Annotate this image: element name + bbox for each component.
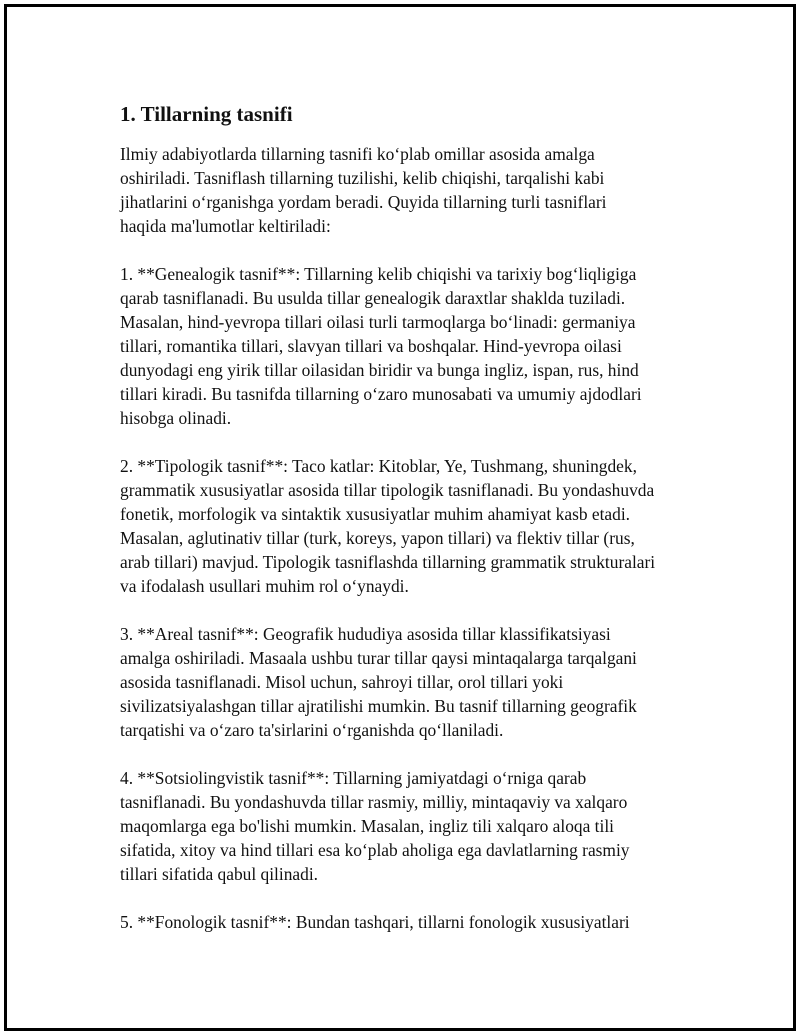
text-line: grammatik xususiyatlar asosida tillar tipologik tasniflanadi. Bu yondashuvda (120, 480, 655, 500)
paragraph-phonological (120, 910, 700, 934)
text-line: 1. **Genealogik tasnif**: Tillarning kelib chiqishi va tarixiy bog‘liqligiga (120, 264, 637, 284)
text-line: qarab tasniflanadi. Bu usulda tillar genealogik daraxtlar shaklda tuziladi. (120, 288, 626, 308)
text-line: 3. **Areal tasnif**: Geografik hududiya asosida tillar klassifikatsiyasi (120, 624, 611, 644)
text-line: tasniflanadi. Bu yondashuvda tillar rasmiy, milliy, mintaqaviy va xalqaro (120, 792, 628, 812)
text-line: amalga oshiriladi. Masaala ushbu turar tillar qaysi mintaqalarga tarqalgani (120, 648, 637, 668)
text-line: Masalan, aglutinativ tillar (turk, koreys, yapon tillari) va flektiv tillar (rus, (120, 528, 635, 548)
paragraph-typological (120, 454, 700, 598)
text-line: fonetik, morfologik va sintaktik xususiyatlar muhim ahamiyat kasb etadi. (120, 504, 631, 524)
text-line: tillari sifatida qabul qilinadi. (120, 864, 319, 884)
text-line: Masalan, hind-yevropa tillari oilasi turli tarmoqlarga bo‘linadi: germaniya (120, 312, 636, 332)
paragraph-sociolinguistic (120, 766, 700, 886)
text-line: tillari, romantika tillari, slavyan tillari va boshqalar. Hind-yevropa oilasi (120, 336, 622, 356)
section-heading: 1. Tillarning tasnifi (120, 102, 293, 126)
text-line: Ilmiy adabiyotlarda tillarning tasnifi ko‘plab omillar asosida amalga (120, 144, 595, 164)
text-line: tarqatishi va o‘zaro ta'sirlarini o‘rganishda qo‘llaniladi. (120, 720, 504, 740)
text-line: va ifodalash usullari muhim rol o‘ynaydi. (120, 576, 409, 596)
text-line: asosida tasniflanadi. Misol uchun, sahroyi tillar, orol tillari yoki (120, 672, 564, 692)
paragraph-genealogical (120, 262, 700, 430)
document-page (4, 4, 796, 1031)
text-line: oshiriladi. Tasniflash tillarning tuzilishi, kelib chiqishi, tarqalishi kabi (120, 168, 605, 188)
document-body (120, 100, 700, 958)
text-line: haqida ma'lumotlar keltiriladi: (120, 216, 331, 236)
text-line: sifatida, xitoy va hind tillari esa ko‘plab aholiga ega davlatlarning rasmiy (120, 840, 630, 860)
text-line: maqomlarga ega bo'lishi mumkin. Masalan, ingliz tili xalqaro aloqa tili (120, 816, 614, 836)
text-line: hisobga olinadi. (120, 408, 232, 428)
text-line: sivilizatsiyalashgan tillar ajratilishi mumkin. Bu tasnif tillarning geografik (120, 696, 637, 716)
text-line: 4. **Sotsiolingvistik tasnif**: Tillarning jamiyatdagi o‘rniga qarab (120, 768, 587, 788)
text-line: tillari kiradi. Bu tasnifda tillarning o‘zaro munosabati va umumiy ajdodlari (120, 384, 642, 404)
text-line: jihatlarini o‘rganishga yordam beradi. Quyida tillarning turli tasniflari (120, 192, 607, 212)
paragraph-areal (120, 622, 700, 742)
text-line: 2. **Tipologik tasnif**: Taco katlar: Kitoblar, Ye, Tushmang, shuningdek, (120, 456, 637, 476)
paragraph-intro (120, 142, 700, 238)
text-line: 5. **Fonologik tasnif**: Bundan tashqari, tillarni fonologik xususiyatlari (120, 912, 630, 932)
text-line: dunyodagi eng yirik tillar oilasidan biridir va bunga ingliz, ispan, rus, hind (120, 360, 639, 380)
text-line: arab tillari) mavjud. Tipologik tasniflashda tillarning grammatik strukturalari (120, 552, 656, 572)
